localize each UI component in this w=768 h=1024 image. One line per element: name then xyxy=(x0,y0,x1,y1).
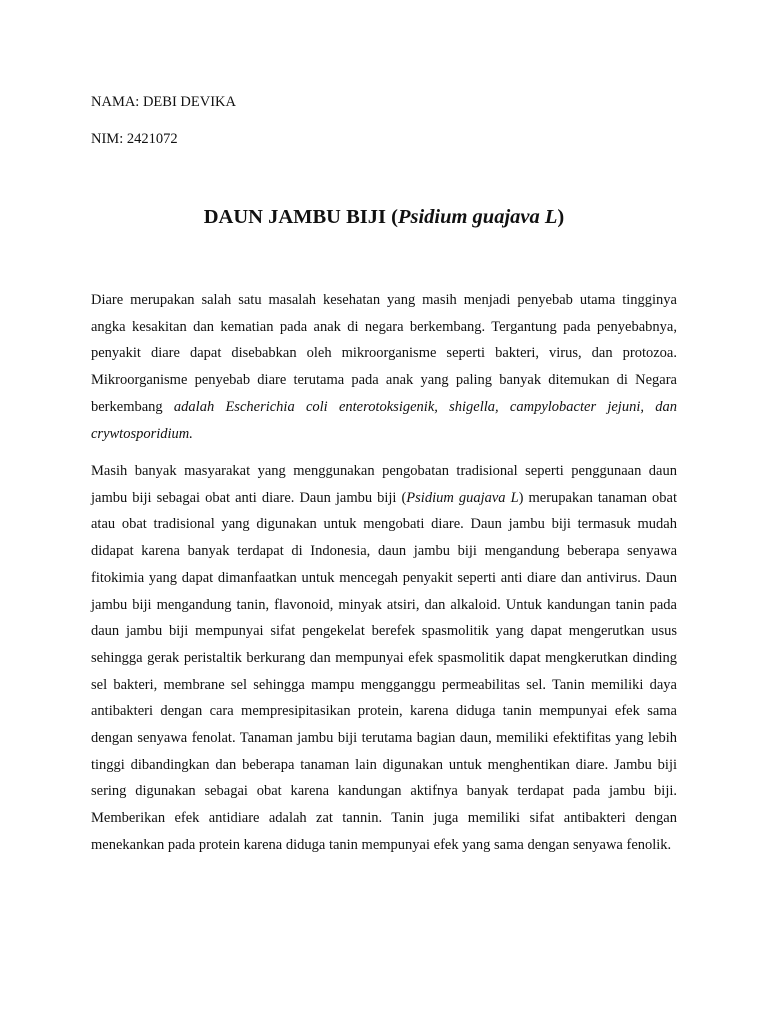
student-name-line: NAMA: DEBI DEVIKA xyxy=(91,94,236,110)
paragraph-2-latin-name: Psidium guajava L xyxy=(406,489,519,506)
paragraph-1-italic: adalah Escherichia coli enterotoksigenik, shigella, campylobacter jejuni, dan crywtosporidium. xyxy=(91,398,677,442)
title-main: DAUN JAMBU BIJI xyxy=(203,206,386,228)
title-latin-name: Psidium guajava L xyxy=(397,206,558,228)
paragraph-2-text-rest: ) merupakan tanaman obat atau obat tradisional yang digunakan untuk mengobati diare. Daun jambu biji termasuk mudah didapat karena banyak terdapat di Indonesia, daun jambu biji mengandung beberapa senyawa fitokimia yang dapat dimanfaatkan untuk mencegah penyakit seperti anti diare dan antivirus. Daun jambu biji mengandung tanin, flavonoid, minyak atsiri, dan alkaloid. Untuk kandungan tanin pada daun jambu biji mempunyai sifat pengekelat berefek spasmolitik yang dapat mengerutkan usus sehingga gerak peristaltik berkurang dan mempunyai efek spasmolitik dapat mengkerutkan dinding sel bakteri, membrane sel sehingga mampu mengganggu permeabilitas sel. Tanin memiliki daya antibakteri dengan cara mempresipitasikan protein, karena diduga tanin mempunyai efek sama dengan senyawa fenolat. Tanaman jambu biji terutama bagian daun, memiliki efektifitas yang lebih tinggi dibandingkan dan beberapa tanaman lain digunakan untuk menghentikan diare. Jambu biji sering digunakan sebagai obat karena kandungan aktifnya banyak terdapat pada jambu biji. Memberikan efek antidiare adalah zat tannin. Tanin juga memiliki sifat antibakteri dengan menekankan pada protein karena diduga tanin mempunyai efek yang sama dengan senyawa fenolik. xyxy=(91,489,677,853)
title-paren-open: ( xyxy=(385,206,398,228)
paragraph-1-text: Diare merupakan salah satu masalah kesehatan yang masih menjadi penyebab utama tingginya angka kesakitan dan kematian pada anak di negara berkembang. Tergantung pada penyebabnya, penyakit diare dapat disebabkan oleh mikroorganisme seperti bakteri, virus, dan protozoa. Mikroorganisme penyebab diare terutama pada anak yang paling banyak ditemukan di Negara berkembang xyxy=(91,292,677,415)
paragraph-2 xyxy=(91,458,677,859)
student-nim-line: NIM: 2421072 xyxy=(91,131,178,147)
paragraph-1 xyxy=(91,287,677,447)
paragraph-2-text-start: Masih banyak masyarakat yang menggunakan pengobatan tradisional seperti penggunaan daun jambu biji sebagai obat anti diare. Daun jambu biji ( xyxy=(91,463,677,506)
document-title xyxy=(0,203,768,231)
title-paren-close: ) xyxy=(557,206,565,228)
